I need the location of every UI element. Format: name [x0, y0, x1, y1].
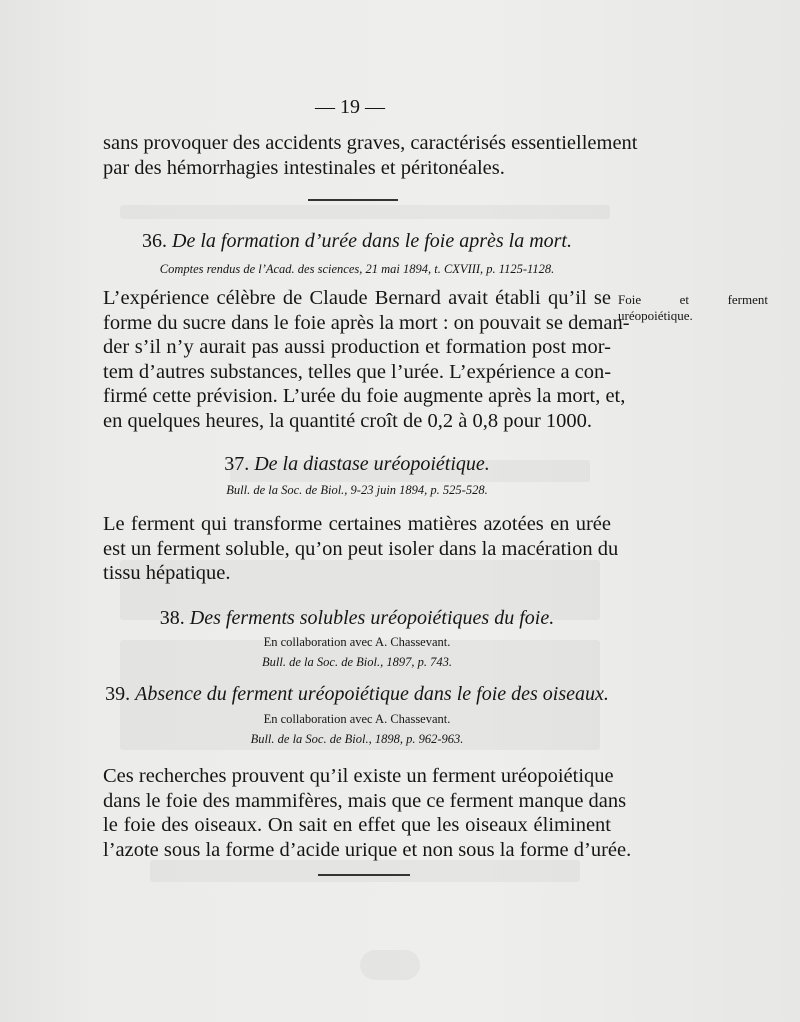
page-number: — 19 — — [315, 96, 385, 118]
text-line: l’azote sous la forme d’acide urique et non sous la forme d’urée. — [103, 838, 632, 861]
closing-divider — [318, 874, 410, 876]
section-37-heading — [103, 453, 611, 476]
collaboration-text: En collaboration avec A. Chassevant. — [263, 635, 451, 649]
intro-paragraph — [103, 131, 638, 180]
section-title: Absence du ferment uréopoiétique dans le foie des oiseaux. — [135, 683, 609, 705]
margin-note-line: Foie et ferment — [618, 292, 768, 307]
reference-text: Bull. de la Soc. de Biol., 1897, p. 743. — [262, 655, 452, 669]
text-line: Ces recherches prouvent qu’il existe un ferment uréopoiétique — [103, 765, 614, 787]
section-36-heading — [103, 230, 611, 253]
text-line: sans provoquer des accidents graves, caractérisés essentiellement — [103, 132, 638, 154]
text-line: le foie des oiseaux. On sait en effet que les oiseaux éliminent — [103, 814, 611, 836]
text-line: par des hémorrhagies intestinales et péritonéales. — [103, 156, 505, 179]
section-39-body — [103, 764, 632, 862]
text-line: en quelques heures, la quantité croît de 0,2 à 0,8 pour 1000. — [103, 409, 593, 432]
section-38-collaboration — [103, 635, 611, 650]
section-title: De la formation d’urée dans le foie après la mort. — [172, 230, 572, 252]
section-36-body — [103, 286, 630, 433]
section-number: 37. — [224, 453, 250, 475]
reference-text: Bull. de la Soc. de Biol., 1898, p. 962-963. — [250, 732, 464, 746]
bleed-through — [150, 860, 580, 882]
margin-note — [618, 292, 768, 324]
section-number: 36. — [142, 230, 168, 252]
section-37-body — [103, 512, 619, 586]
section-title: De la diastase uréopoiétique. — [254, 453, 490, 475]
text-line: Le ferment qui transforme certaines matières azotées en urée — [103, 513, 611, 535]
collaboration-text: En collaboration avec A. Chassevant. — [263, 712, 451, 726]
section-title: Des ferments solubles uréopoiétiques du foie. — [189, 607, 555, 629]
text-line: est un ferment soluble, qu’on peut isoler dans la macération du — [103, 537, 619, 560]
section-36-reference — [103, 262, 611, 277]
section-number: 38. — [159, 607, 185, 629]
reference-text: Comptes rendus de l’Acad. des sciences, 21 mai 1894, t. CXVIII, p. 1125-1128. — [159, 262, 555, 276]
section-divider — [308, 199, 398, 201]
bleed-through — [120, 205, 610, 219]
section-39-collaboration — [103, 712, 611, 727]
section-number: 39. — [105, 683, 131, 705]
section-39-reference — [103, 732, 611, 747]
reference-text: Bull. de la Soc. de Biol., 9-23 juin 1894, p. 525-528. — [226, 483, 488, 497]
text-line: der s’il n’y aurait pas aussi production et formation post mor- — [103, 336, 611, 358]
section-37-reference — [103, 483, 611, 498]
margin-note-line: uréopoiétique. — [618, 308, 693, 323]
text-line: tem d’autres substances, telles que l’urée. L’expérience a con- — [103, 360, 612, 383]
section-38-reference — [103, 655, 611, 670]
text-line: forme du sucre dans le foie après la mort : on pouvait se deman- — [103, 311, 630, 334]
text-line: dans le foie des mammifères, mais que ce ferment manque dans — [103, 789, 627, 812]
text-line: tissu hépatique. — [103, 562, 231, 584]
text-line: firmé cette prévision. L’urée du foie augmente après la mort, et, — [103, 385, 626, 407]
section-39-heading — [103, 683, 611, 706]
bleed-through — [360, 950, 420, 980]
section-38-heading — [103, 607, 611, 630]
text-line: L’expérience célèbre de Claude Bernard avait établi qu’il se — [103, 287, 611, 309]
